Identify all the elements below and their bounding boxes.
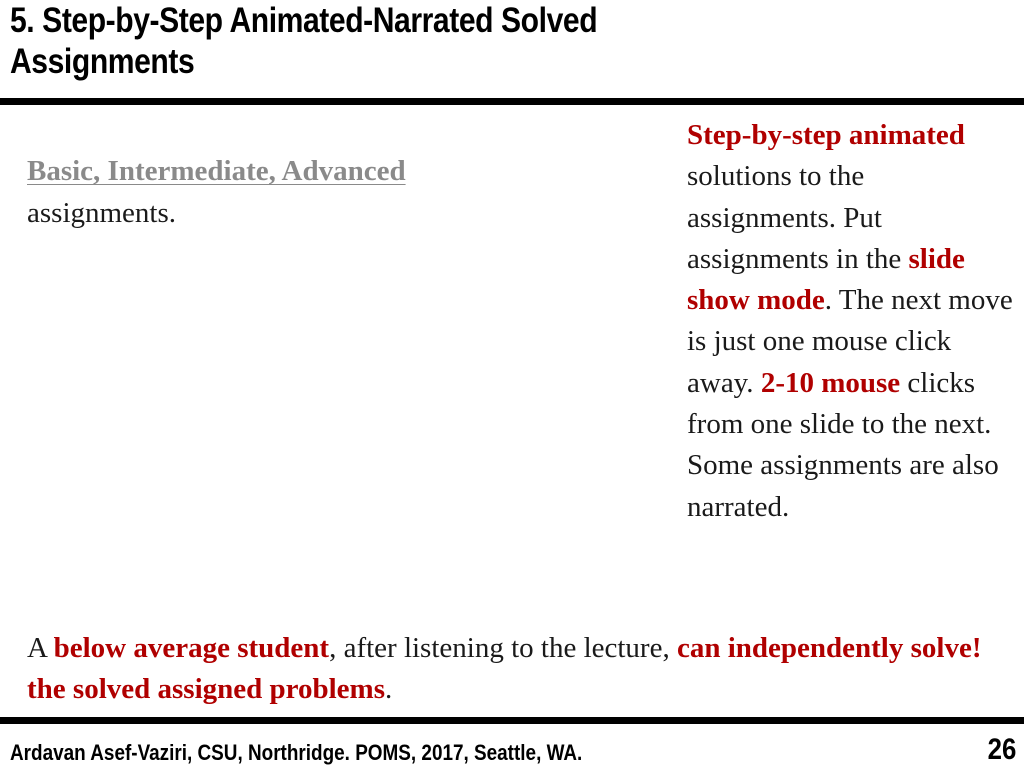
right-text-part: clicks from one slide to the next. Some assignments are also narrated. [687,366,999,523]
left-text: assignments. [27,197,177,229]
slide-title-line-1: 5. Step-by-Step Animated-Narrated Solved [10,1,598,40]
highlight-step-by-step: Step-by-step animated [687,119,965,151]
page-number: 26 [987,733,1016,766]
right-text-block [687,115,1017,528]
right-text-part: solutions to the assignments. Put assignments in the [687,160,909,275]
levels-link[interactable]: Basic, Intermediate, Advanced [27,155,406,187]
slide-title [10,0,870,82]
bottom-text-part: . [384,673,393,705]
highlight-solve-problems: can independently solve! the solved assigned problems [27,632,982,705]
footer-credit: Ardavan Asef-Vaziri, CSU, Northridge. POMS, 2017, Seattle, WA. [10,740,583,765]
footer-divider [0,717,1024,724]
bottom-text-part: A [27,632,54,664]
slide-title-line-2: Assignments [10,42,195,81]
bottom-text-block [27,628,1007,710]
title-divider [0,98,1024,105]
right-text-part: . The next move is just one mouse click away. [687,284,1013,399]
left-text-block [27,150,547,234]
highlight-slide-show-mode: slide show mode [687,242,965,317]
highlight-below-average-student: below average student [53,632,330,664]
bottom-text-part: , after listening to the lecture, [329,632,677,664]
highlight-mouse-clicks: 2-10 mouse [760,366,901,399]
